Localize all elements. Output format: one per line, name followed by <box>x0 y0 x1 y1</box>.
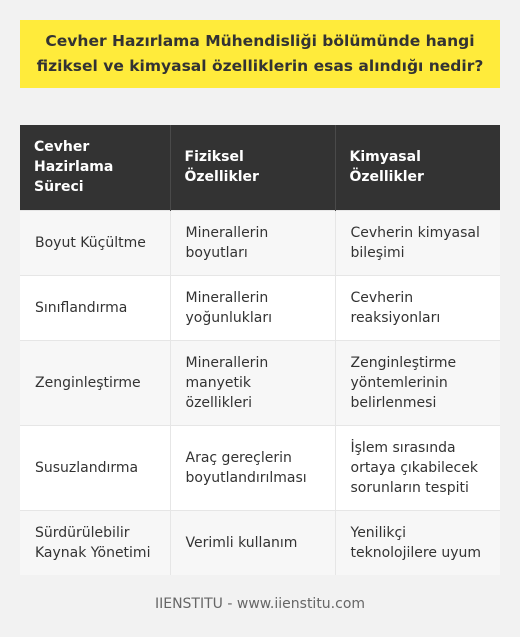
table-header <box>20 125 500 210</box>
cell-chemical: Cevherin kimyasal bileşimi <box>335 210 500 275</box>
page-title: Cevher Hazırlama Mühendisliği bölümünde hangi fiziksel ve kimyasal özelliklerin esas alındığı nedir? <box>36 32 484 75</box>
table-row <box>20 425 500 510</box>
cell-physical: Minerallerin boyutları <box>170 210 335 275</box>
table-row <box>20 210 500 275</box>
cell-chemical: Zenginleştirme yöntemlerinin belirlenmesi <box>335 340 500 425</box>
table-header-row <box>20 125 500 210</box>
footer-credit: IIENSTITU - www.iienstitu.com <box>154 596 366 612</box>
cell-chemical: Yenilikçi teknolojilere uyum <box>335 510 500 575</box>
header-chemical: Kimyasal Özellikler <box>335 125 500 210</box>
cell-chemical: İşlem sırasında ortaya çıkabilecek sorunların tespiti <box>335 425 500 510</box>
cell-process: Boyut Küçültme <box>20 210 170 275</box>
cell-physical: Verimli kullanım <box>170 510 335 575</box>
cell-process: Zenginleştirme <box>20 340 170 425</box>
cell-chemical: Cevherin reaksiyonları <box>335 275 500 340</box>
cell-process: Sınıflandırma <box>20 275 170 340</box>
table-row <box>20 340 500 425</box>
properties-table <box>20 125 500 575</box>
cell-physical: Minerallerin yoğunlukları <box>170 275 335 340</box>
title-banner <box>20 20 500 88</box>
cell-physical: Minerallerin manyetik özellikleri <box>170 340 335 425</box>
header-physical: Fiziksel Özellikler <box>170 125 335 210</box>
header-process: Cevher Hazirlama Süreci <box>20 125 170 210</box>
table-body <box>20 210 500 575</box>
cell-physical: Araç gereçlerin boyutlandırılması <box>170 425 335 510</box>
cell-process: Sürdürülebilir Kaynak Yönetimi <box>20 510 170 575</box>
cell-process: Susuzlandırma <box>20 425 170 510</box>
table-row <box>20 275 500 340</box>
table-row <box>20 510 500 575</box>
